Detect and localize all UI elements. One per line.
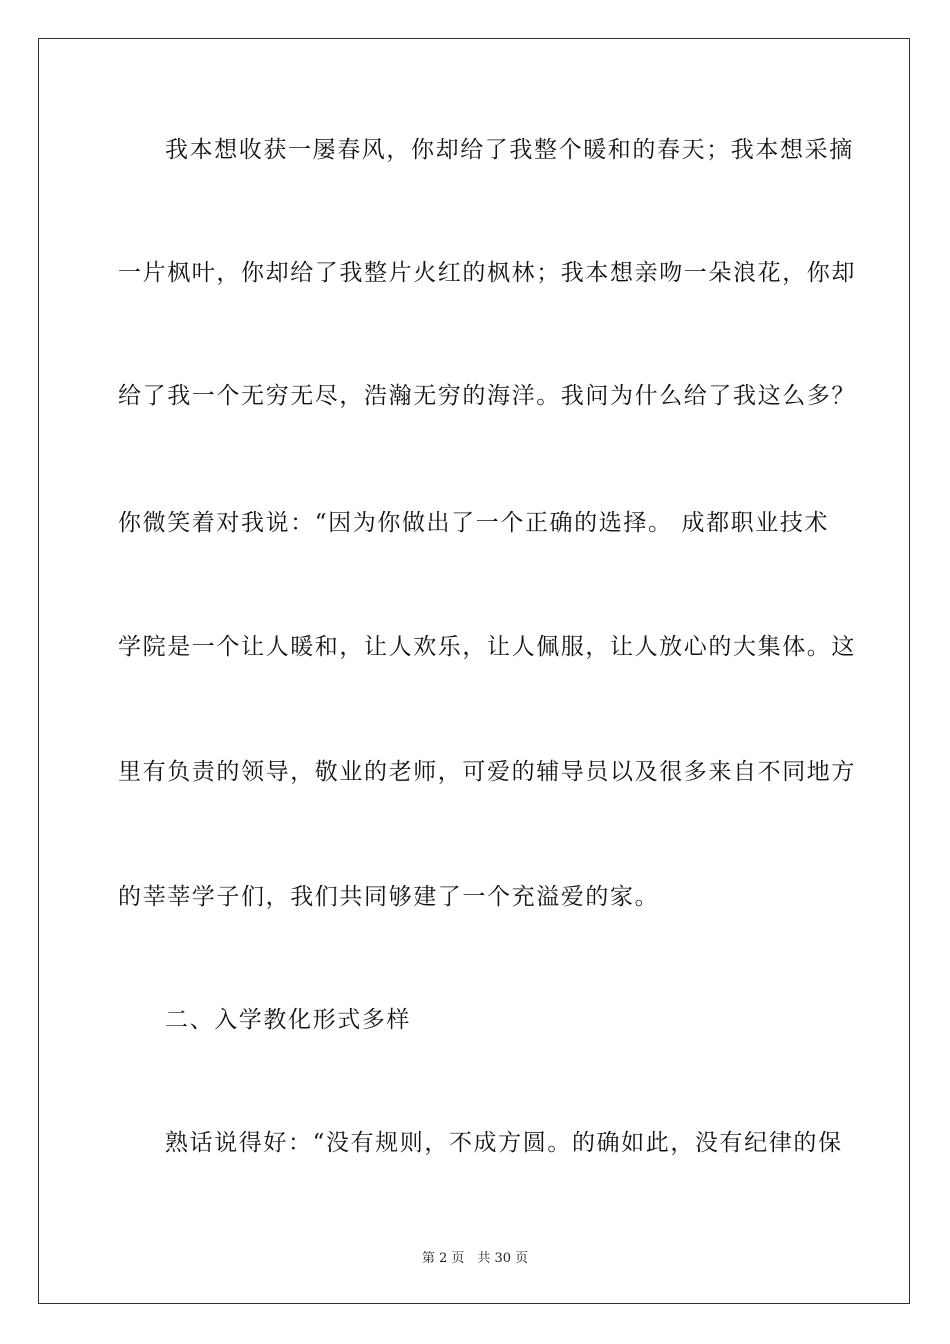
section-heading: 二、入学教化形式多样: [165, 1007, 411, 1033]
paragraph-line: 的莘莘学子们，我们共同够建了一个充溢爱的家。: [118, 884, 660, 910]
paragraph-line: 熟话说得好：“没有规则，不成方圆。的确如此，没有纪律的保: [165, 1130, 843, 1156]
paragraph-line: 我本想收获一屡春风，你却给了我整个暖和的春天；我本想采摘: [165, 137, 854, 163]
paragraph-line: 给了我一个无穷无尽，浩瀚无穷的海洋。我问为什么给了我这么多？: [118, 383, 856, 409]
paragraph-line: 你微笑着对我说：“因为你做出了一个正确的选择。 成都职业技术: [118, 510, 830, 536]
paragraph-line: 里有负责的领导，敬业的老师，可爱的辅导员以及很多来自不同地方: [118, 759, 856, 785]
paragraph-line: 学院是一个让人暖和，让人欢乐，让人佩服，让人放心的大集体。这: [118, 634, 856, 660]
paragraph-line: 一片枫叶，你却给了我整片火红的枫林；我本想亲吻一朵浪花，你却: [118, 260, 856, 286]
page-border: [38, 38, 910, 1304]
page-number-footer: 第 2 页 共 30 页: [421, 1251, 529, 1266]
